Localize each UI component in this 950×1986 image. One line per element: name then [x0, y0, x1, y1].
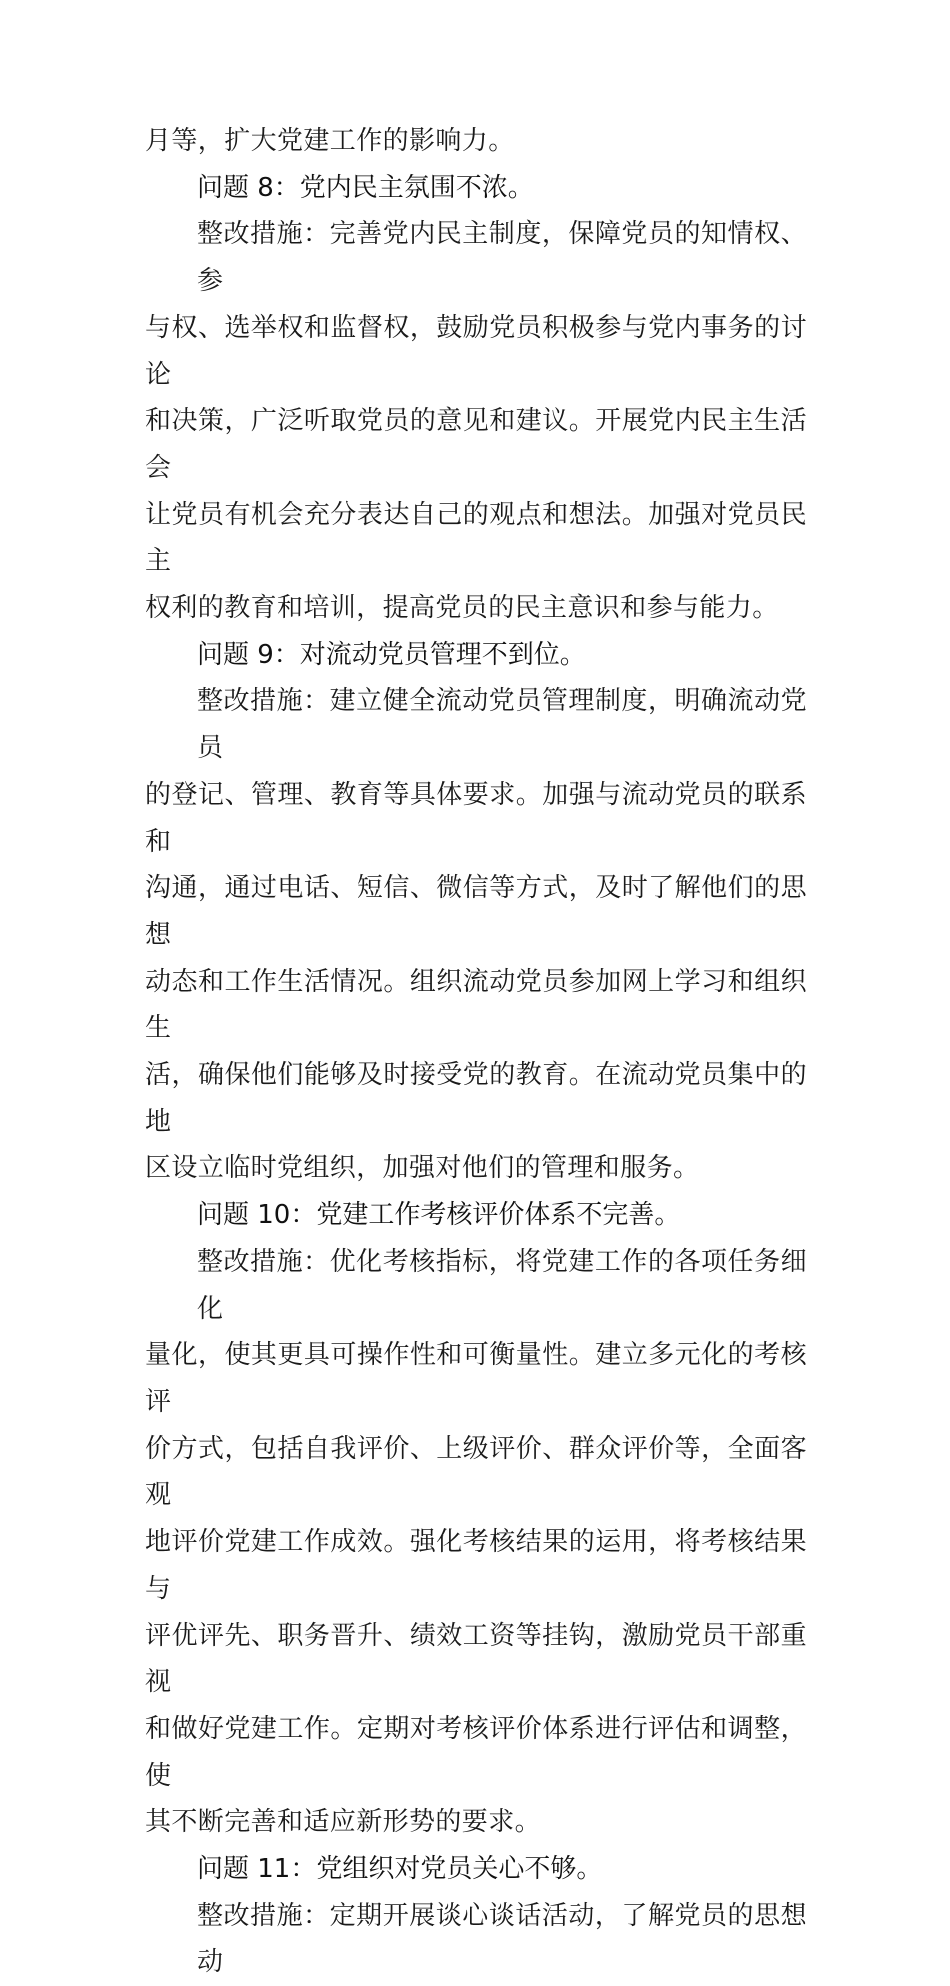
- text-line: 权利的教育和培训，提高党员的民主意识和参与能力。: [145, 593, 779, 624]
- text-line: 与权、选举权和监督权，鼓励党员积极参与党内事务的讨论: [145, 312, 807, 390]
- text-line: 月等，扩大党建工作的影响力。: [145, 126, 515, 156]
- document-body: [145, 118, 807, 1986]
- text-line: 价方式，包括自我评价、上级评价、群众评价等，全面客观: [145, 1433, 807, 1511]
- issue-10-heading: 问题 10：党建工作考核评价体系不完善。: [197, 1200, 681, 1231]
- issue-11-heading: 问题 11：党组织对党员关心不够。: [197, 1854, 603, 1885]
- text-line: 让党员有机会充分表达自己的观点和想法。加强对党员民主: [145, 499, 807, 577]
- text-line: 整改措施：完善党内民主制度，保障党员的知情权、参: [197, 219, 807, 297]
- issue-9-heading: 问题 9：对流动党员管理不到位。: [197, 639, 586, 670]
- text-line: 动态和工作生活情况。组织流动党员参加网上学习和组织生: [145, 966, 807, 1044]
- text-line: 区设立临时党组织，加强对他们的管理和服务。: [145, 1153, 700, 1184]
- text-line: 活，确保他们能够及时接受党的教育。在流动党员集中的地: [145, 1060, 807, 1137]
- text-line: 整改措施：建立健全流动党员管理制度，明确流动党员: [197, 686, 807, 764]
- text-line: 和做好党建工作。定期对考核评价体系进行评估和调整，使: [145, 1713, 807, 1791]
- text-line: 量化，使其更具可操作性和可衡量性。建立多元化的考核评: [145, 1340, 807, 1417]
- text-line: 地评价党建工作成效。强化考核结果的运用，将考核结果与: [145, 1527, 807, 1604]
- text-line: 整改措施：定期开展谈心谈话活动，了解党员的思想动: [197, 1900, 807, 1978]
- text-line: 整改措施：优化考核指标，将党建工作的各项任务细化: [197, 1246, 807, 1324]
- issue-8-heading: 问题 8：党内民主氛围不浓。: [197, 172, 534, 203]
- text-line: 的登记、管理、教育等具体要求。加强与流动党员的联系和: [145, 779, 807, 857]
- text-line: 其不断完善和适应新形势的要求。: [145, 1807, 542, 1838]
- text-line: 沟通，通过电话、短信、微信等方式，及时了解他们的思想: [145, 873, 807, 950]
- text-line: 和决策，广泛听取党员的意见和建议。开展党内民主生活会: [145, 406, 807, 483]
- text-line: 评优评先、职务晋升、绩效工资等挂钩，激励党员干部重视: [145, 1620, 807, 1698]
